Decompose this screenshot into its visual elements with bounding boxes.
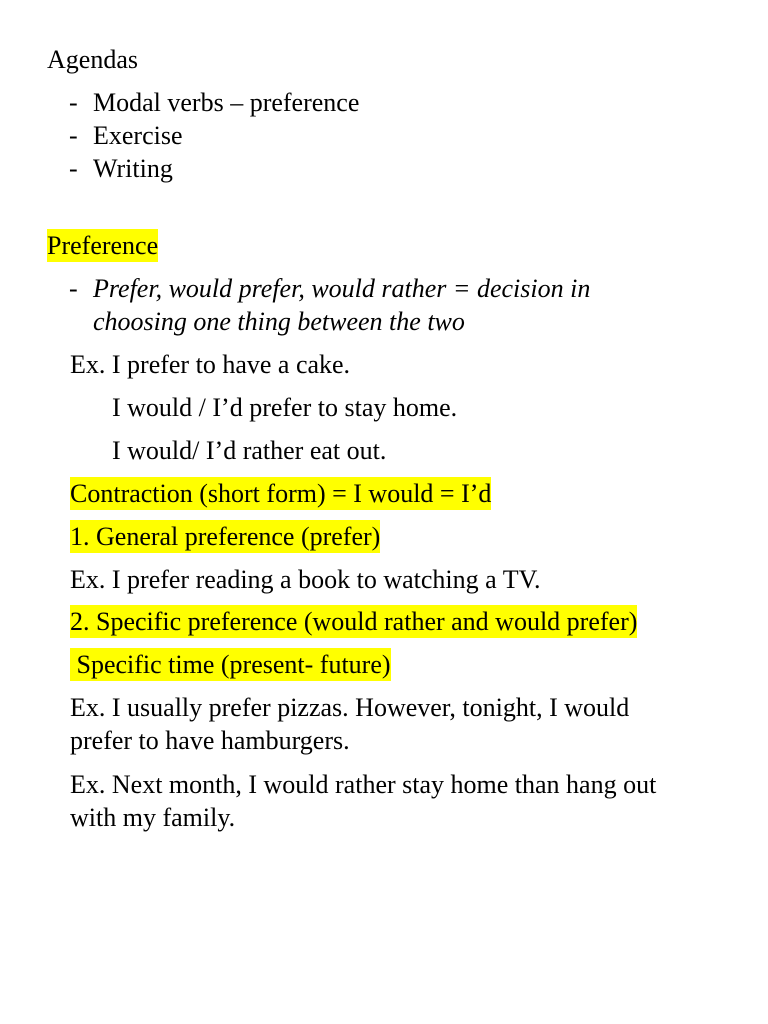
- agendas-title: Agendas: [47, 45, 138, 74]
- example-line: Ex. Next month, I would rather stay home than hang out: [70, 770, 657, 799]
- example-line: I would/ I’d rather eat out.: [112, 436, 387, 465]
- example-line: I would / I’d prefer to stay home.: [112, 393, 458, 422]
- bullet-dash: -: [69, 88, 78, 117]
- example-line: with my family.: [70, 803, 236, 832]
- agenda-item: Exercise: [93, 121, 183, 150]
- specific-preference-heading: 2. Specific preference (would rather and would prefer): [70, 607, 638, 636]
- general-preference-heading: 1. General preference (prefer): [70, 522, 381, 551]
- example-line: Ex. I prefer reading a book to watching a TV.: [70, 565, 541, 594]
- example-line: Ex. I prefer to have a cake.: [70, 350, 351, 379]
- bullet-dash: -: [69, 274, 78, 303]
- agenda-item: Modal verbs – preference: [93, 88, 360, 117]
- preference-heading: Preference: [47, 231, 159, 260]
- definition-line: Prefer, would prefer, would rather = decision in: [93, 274, 591, 303]
- bullet-dash: -: [69, 121, 78, 150]
- contraction-note: Contraction (short form) = I would = I’d: [70, 479, 492, 508]
- example-line: Ex. I usually prefer pizzas. However, tonight, I would: [70, 693, 630, 722]
- bullet-dash: -: [69, 154, 78, 183]
- agenda-item: Writing: [93, 154, 173, 183]
- definition-line: choosing one thing between the two: [93, 307, 465, 336]
- example-line: prefer to have hamburgers.: [70, 726, 350, 755]
- specific-time-note: Specific time (present- future): [70, 650, 391, 679]
